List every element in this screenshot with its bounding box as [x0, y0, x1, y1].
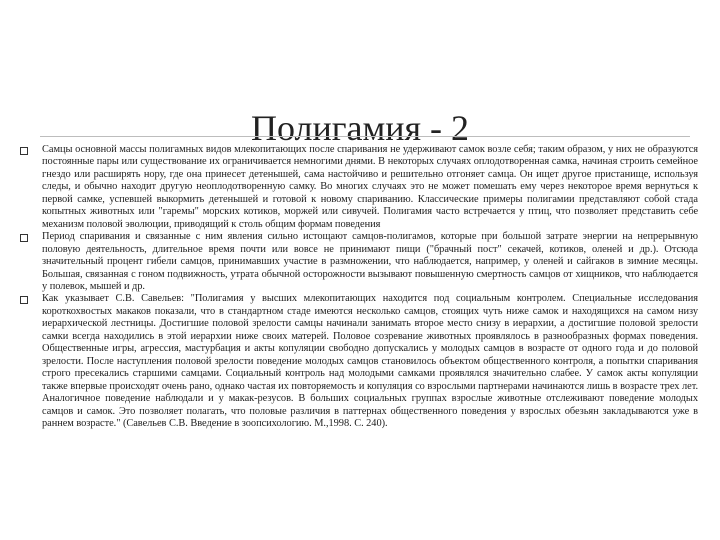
square-bullet-icon — [20, 147, 28, 155]
bullet-text: Период спаривания и связанные с ним явления сильно истощают самцов-полигамов, которые при большой затрате энергии на непрерывную половую деятельность, длительное время почти или вовсе не принимают пищи ("брачный пост" секачей, котиков, оленей и др.). Отсюда значительный процент гибели самцов, принимавших участие в размножении, что наблюдается, например, у оленей и сайгаков в зимние месяцы. Большая, связанная с гоном подвижность, утрата обычной осторожности вызывают повышенную смертность самцов от хищников, что наблюдается у полевок, мышей и др. — [42, 231, 698, 292]
bullet-item — [20, 144, 698, 231]
bullet-list — [20, 144, 698, 430]
bullet-item — [20, 231, 698, 293]
square-bullet-icon — [20, 296, 28, 304]
title-divider — [40, 136, 690, 137]
square-bullet-icon — [20, 234, 28, 242]
bullet-item — [20, 293, 698, 430]
slide-title: Полигамия - 2 — [250, 108, 470, 149]
bullet-text: Самцы основной массы полигамных видов млекопитающих после спаривания не удерживают самок возле себя; таким образом, у них не образуются постоянные пары или существование их ограничивается немногими днями. В некоторых случаях оплодотворенная самка, начиная строить семейное гнездо или расширять нору, где она принесет детенышей, сама настойчиво и решительно отгоняет самца. Он ищет другое пристанище, используя следы, и обычно находит другую неоплодотворенную самку. Во многих случаях это не может помешать ему через некоторое время вернуться к первой самке, успевшей выкормить детенышей и готовой к новому спариванию. Классические примеры полигамии представляют собой стада копытных животных или "гаремы" морских котиков, моржей или сивучей. Полигамия часто встречается у птиц, что позволяет представить себе механизм половой эволюции, приводящий к столь общим формам поведения — [42, 144, 698, 230]
bullet-text: Как указывает С.В. Савельев: "Полигамия у высших млекопитающих находится под социальным контролем. Специальные исследования короткохвостых макаков показали, что в стандартном стаде имеются несколько самцов, стоящих чуть ниже самок и находящихся на самом низу иерархической лестницы. Достигшие половой зрелости самцы начинали занимать второе место снизу в иерархии, а достигшие половой зрелости самки всегда находились в этой иерархии ниже своих матерей. Половое созревание животных проявлялось в разнообразных формах поведения. Общественные игры, агрессия, мастурбация и акты копуляции свободно допускались у молодых самцов в возрасте от одного года и до половой зрелости. После наступления половой зрелости поведение молодых самцов становилось объектом общественного контроля, а попытки спаривания строго пресекались старшими самцами. Социальный контроль над молодыми самками проявлялся значительно слабее. У самок акты копуляции также впервые происходят очень рано, однако частая их повторяемость и копуляция со взрослыми партнерами начинаются лишь в возрасте трех лет. Аналогичное поведение наблюдали и у макак-резусов. В больших социальных группах взрослые животные отслеживают поведение молодых самцов и самок. Это позволяет полагать, что половые различия в паттернах общественного поведения у взрослых обезьян закладываются уже в раннем возрасте." (Савельев С.В. Введение в зоопсихологию. М.,1998. С. 240). — [42, 293, 698, 429]
